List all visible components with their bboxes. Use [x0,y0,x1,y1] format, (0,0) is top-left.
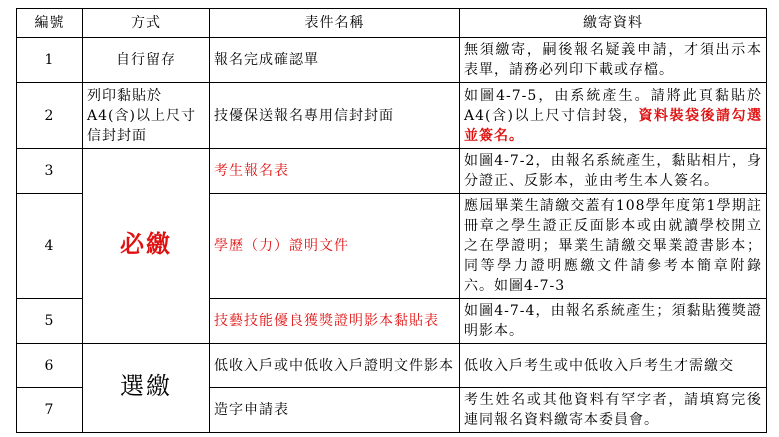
row-form-name: 技優保送報名專用信封封面 [210,83,460,149]
row-number: 4 [17,194,83,299]
row-form-name: 報名完成確認單 [210,38,460,83]
row-method: 自行留存 [83,38,210,83]
row-mailing-info: 應屆畢業生請繳交蓋有108學年度第1學期註冊章之學生證正反面影本或由就讀學校開立之在學證明；畢業生請繳交畢業證書影本；同等學力證明應繳文件請參考本簡章附錄六。如圖4-7-3 [460,194,767,299]
header-mailing-info: 繳寄資料 [460,9,767,38]
row-number: 5 [17,299,83,344]
row-form-name: 低收入戶或中低收入戶證明文件影本 [210,344,460,388]
row-form-name: 技藝技能優良獲獎證明影本黏貼表 [210,299,460,344]
row-number: 2 [17,83,83,149]
mailing-info-plain: 如圖4-7-5，由系統產生。請將此頁黏貼於A4(含)以上尺寸信封袋， [464,87,762,124]
table-row [17,83,767,149]
row-form-name: 考生報名表 [210,149,460,194]
row-method: 列印黏貼於A4(含)以上尺寸信封封面 [83,83,210,149]
row-form-name: 學歷（力）證明文件 [210,194,460,299]
row-mailing-info: 低收入戶考生或中低收入戶考生才需繳交 [460,344,767,388]
group-required-label: 必繳 [120,229,172,258]
row-mailing-info: 考生姓名或其他資料有罕字者，請填寫完後連同報名資料繳寄本委員會。 [460,388,767,433]
mailing-info-highlight: 資料裝袋後請勾選並簽名。 [464,107,763,144]
header-number: 編號 [17,9,83,38]
header-form-name: 表件名稱 [210,9,460,38]
row-form-name: 造字申請表 [210,388,460,433]
row-number: 6 [17,344,83,388]
group-optional-label: 選繳 [120,372,172,400]
row-number: 1 [17,38,83,83]
group-required-cell [83,149,210,344]
row-mailing-info: 無須繳寄，嗣後報名疑義申請，才須出示本表單，請務必列印下載或存檔。 [460,38,767,83]
table-row [17,344,767,388]
table-row [17,149,767,194]
row-mailing-info: 如圖4-7-4，由報名系統產生；須黏貼獲獎證明影本。 [460,299,767,344]
row-number: 7 [17,388,83,433]
mailing-requirements-table [16,8,767,433]
row-mailing-info: 如圖4-7-2，由報名系統產生，黏貼相片，身分證正、反影本，並由考生本人簽名。 [460,149,767,194]
header-method: 方式 [83,9,210,38]
table-header-row [17,9,767,38]
row-number: 3 [17,149,83,194]
table-row [17,38,767,83]
row-mailing-info [460,83,767,149]
group-optional-cell [83,344,210,433]
